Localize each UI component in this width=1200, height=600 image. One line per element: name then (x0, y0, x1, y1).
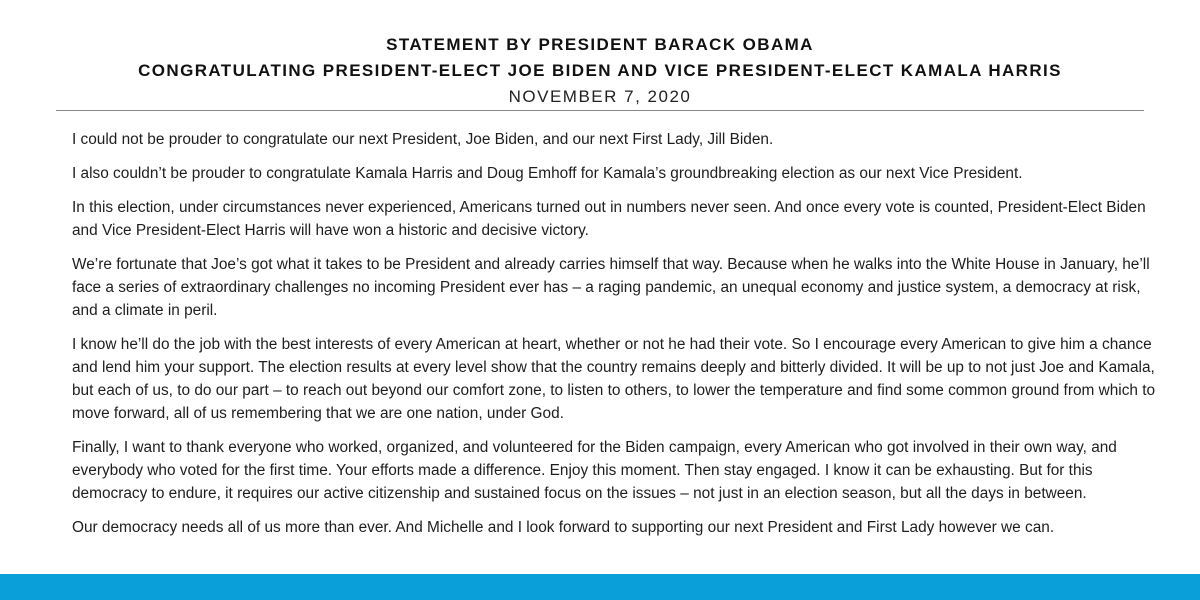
statement-date: NOVEMBER 7, 2020 (508, 87, 692, 106)
paragraph: Finally, I want to thank everyone who worked, organized, and volunteered for the Biden campaign, every American who got involved in their own way, and everybody who voted for the first time. Your efforts made a difference. Enjoy this moment. Then stay engaged. I know it can be exhausting. But for this democracy to endure, it requires our active citizenship and sustained focus on the issues – not just in an election season, but all the days in between. (72, 439, 1117, 502)
paragraph: I also couldn’t be prouder to congratulate Kamala Harris and Doug Emhoff for Kamala’s groundbreaking election as our next Vice President. (72, 165, 1023, 182)
paragraph: I could not be prouder to congratulate our next President, Joe Biden, and our next First Lady, Jill Biden. (72, 131, 774, 148)
paragraph: In this election, under circumstances never experienced, Americans turned out in numbers never seen. And once every vote is counted, President-Elect Biden and Vice President-Elect Harris will have won a historic and decisive victory. (72, 199, 1146, 239)
footer-accent-bar (0, 574, 1200, 600)
paragraph: I know he’ll do the job with the best interests of every American at heart, whether or not he had their vote. So I encourage every American to give him a chance and lend him your support. The election results at every level show that the country remains deeply and bitterly divided. It will be up to not just Joe and Kamala, but each of us, to do our part – to reach out beyond our comfort zone, to listen to others, to lower the temperature and find some common ground from which to move forward, all of us remembering that we are one nation, under God. (72, 336, 1156, 422)
statement-body (72, 128, 1162, 550)
paragraph: Our democracy needs all of us more than ever. And Michelle and I look forward to supporting our next President and First Lady however we can. (72, 519, 1055, 536)
statement-title: STATEMENT BY PRESIDENT BARACK OBAMA (386, 35, 814, 54)
header-divider (56, 110, 1144, 111)
statement-subtitle: CONGRATULATING PRESIDENT-ELECT JOE BIDEN AND VICE PRESIDENT-ELECT KAMALA HARRIS (138, 61, 1062, 80)
statement-header (0, 32, 1200, 110)
paragraph: We’re fortunate that Joe’s got what it takes to be President and already carries himself that way. Because when he walks into the White House in January, he’ll face a series of extraordinary challenges no incoming President ever has – a raging pandemic, an unequal economy and justice system, a democracy at risk, and a climate in peril. (72, 256, 1150, 319)
